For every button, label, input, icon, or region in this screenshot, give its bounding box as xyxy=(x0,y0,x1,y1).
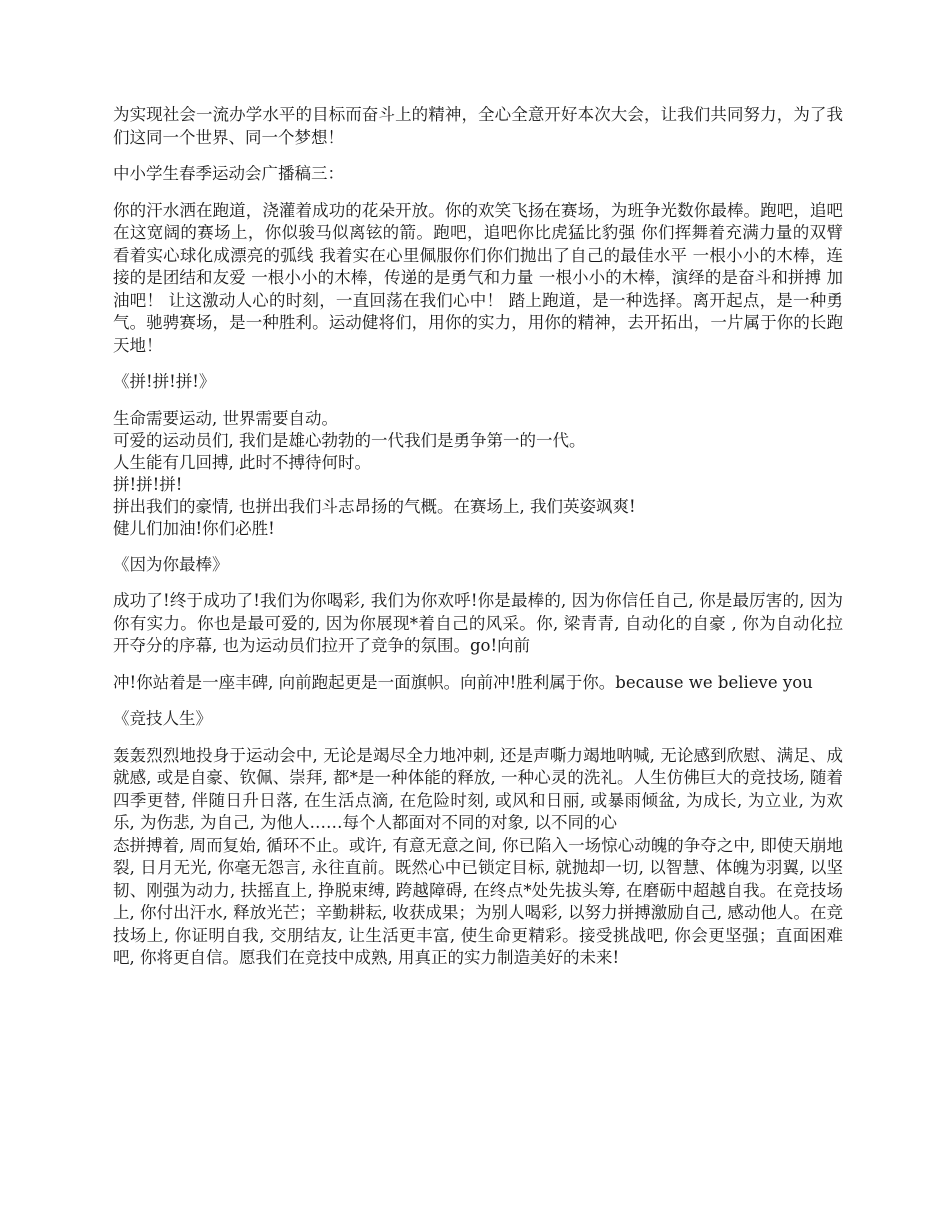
paragraph-run: 你的汗水洒在跑道，浇灌着成功的花朵开放。你的欢笑飞扬在赛场，为班争光数你最棒。跑吧，追吧 在这宽阔的赛场上，你似骏马似离铉的箭。跑吧，追吧你比虎猛比豹强 你们挥舞着充满力量的双臂 看着实心球化成漂亮的弧线 我着实在心里佩服你们你们抛出了自己的最佳水平 一根小小的木棒，连接的是团结和友爱 一根小小的木棒，传递的是勇气和力量 一根小小的木棒，演绎的是奋斗和拼搏 加油吧！ 让这激动人心的时刻，一直回荡在我们心中！ 踏上跑道，是一种选择。离开起点，是一种勇气。驰骋赛场，是一种胜利。运动健将们，用你的实力，用你的精神，去开拓出，一片属于你的长跑天地！ xyxy=(113,200,843,355)
title-best: 《因为你最棒》 xyxy=(113,554,229,574)
title-pin: 《拼!拼!拼!》 xyxy=(113,372,216,391)
section-title-3: 中小学生春季运动会广播稿三： xyxy=(113,164,344,183)
pin-lines xyxy=(113,408,843,540)
pin-line: 拼出我们的豪情, 也拼出我们斗志昂扬的气概。在赛场上, 我们英姿飒爽! xyxy=(113,496,636,516)
best-paragraph-1: 成功了!终于成功了!我们为你喝彩, 我们为你欢呼!你是最棒的, 因为你信任自己, 你是最厉害的, 因为你有实力。你也是最可爱的, 因为你展现*着自己的风采。你, 梁青青, 自动化的自豪 , 你为自动化拉开夺分的序幕, 也为运动员们拉开了竞争的氛围。go!向前 xyxy=(113,591,843,655)
pin-line: 拼!拼!拼! xyxy=(113,474,183,494)
title-life: 《竞技人生》 xyxy=(113,709,212,728)
document-page xyxy=(113,104,843,984)
life-paragraph-2: 态拼搏着, 周而复始, 循环不止。或许, 有意无意之间, 你已陷入一场惊心动魄的争夺之中, 即使天崩地裂, 日月无光, 你毫无怨言, 永往直前。既然心中已锁定目标, 就抛却一切, 以智慧、体魄为羽翼, 以坚韧、刚强为动力, 扶摇直上, 挣脱束缚, 跨越障碍, 在终点*处先拔头筹, 在磨砺中超越自我。在竞技场上, 你付出汗水, 释放光芒；辛勤耕耘, 收获成果；为别人喝彩, 以努力拼搏激励自己, 感动他人。在竞技场上, 你证明自我, 交朋结友, 让生活更丰富, 使生命更精彩。接受挑战吧, 你会更坚强；直面困难吧, 你将更自信。愿我们在竞技中成熟, 用真正的实力制造美好的未来! xyxy=(113,835,843,967)
best-paragraph-2: 冲!你站着是一座丰碑, 向前跑起更是一面旗帜。向前冲!胜利属于你。because we believe you xyxy=(113,672,813,692)
intro-paragraph: 为实现社会一流办学水平的目标而奋斗上的精神，全心全意开好本次大会，让我们共同努力，为了我们这同一个世界、同一个梦想！ xyxy=(113,105,843,147)
pin-line: 健儿们加油!你们必胜! xyxy=(113,518,275,538)
pin-line: 人生能有几回搏, 此时不搏待何时。 xyxy=(113,452,371,472)
pin-line: 生命需要运动, 世界需要自动。 xyxy=(113,408,338,428)
pin-line: 可爱的运动员们, 我们是雄心勃勃的一代我们是勇争第一的一代。 xyxy=(113,430,586,450)
life-paragraph-1: 轰轰烈烈地投身于运动会中, 无论是竭尽全力地冲刺, 还是声嘶力竭地呐喊, 无论感到欣慰、满足、成就感, 或是自豪、钦佩、崇拜, 都*是一种体能的释放, 一种心灵的洗礼。人生仿佛巨大的竞技场, 随着四季更替, 伴随日升日落, 在生活点滴, 在危险时刻, 或风和日丽, 或暴雨倾盆, 为成长, 为立业, 为欢乐, 为伤悲, 为自己, 为他人……每个人都面对不同的对象, 以不同的心 xyxy=(113,745,843,832)
